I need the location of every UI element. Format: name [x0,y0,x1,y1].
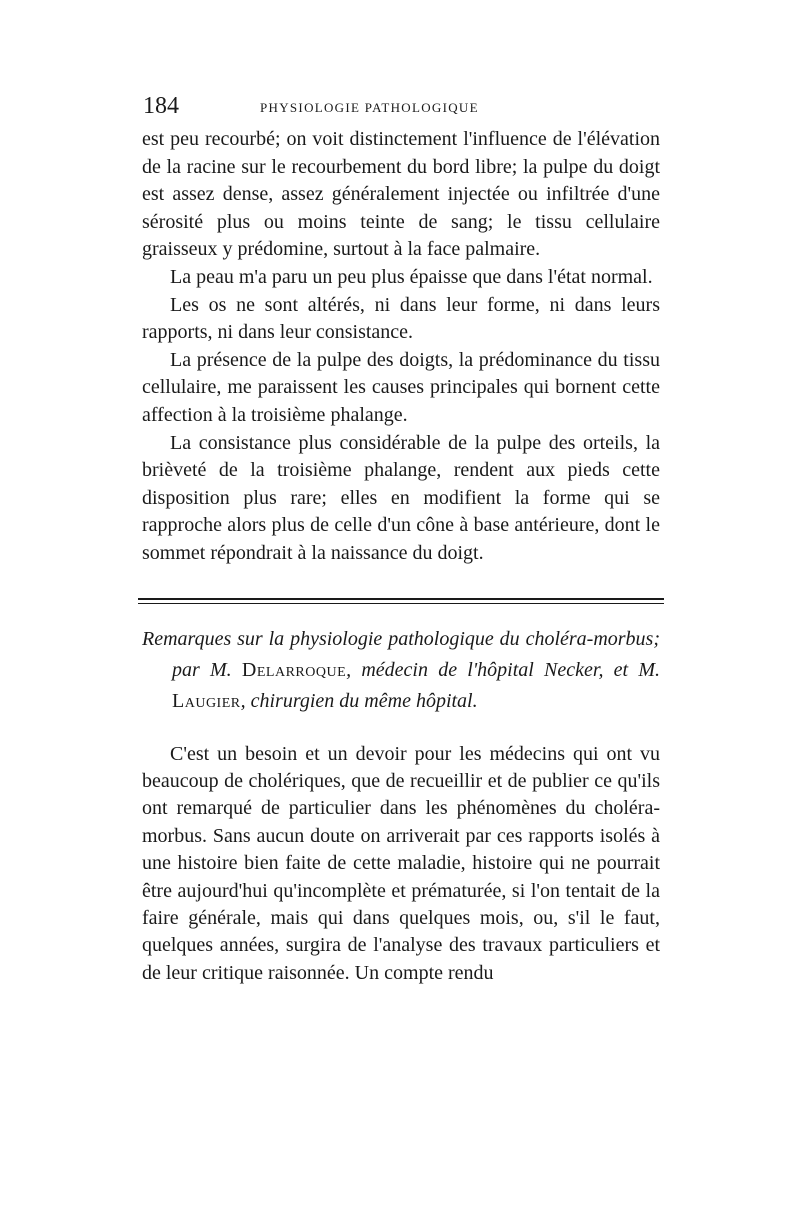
paragraph: La consistance plus considérable de la pulpe des orteils, la brièveté de la troisième phalange, rendent aux pieds cette disposition plus rare; elles en modifient la forme qui se rapproche alors plus de celle d'un cône à base antérieure, dont le sommet répondrait à la naissance du doigt. [142,431,660,564]
running-title: PHYSIOLOGIE PATHOLOGIQUE [260,100,479,115]
divider-rule-thick [138,598,664,600]
running-head [142,92,660,126]
section-divider [142,598,660,604]
paragraph: Les os ne sont altérés, ni dans leur forme, ni dans leurs rapports, ni dans leur consistance. [142,293,660,344]
paragraph: La peau m'a paru un peu plus épaisse que dans l'état normal. [170,265,653,288]
article-title-text: , médecin de l'hôpital Necker, et M. [346,658,660,681]
article-body [142,741,660,988]
article-title [142,624,660,717]
author-name: Laugier [172,689,241,712]
paragraph: C'est un besoin et un devoir pour les médecins qui ont vu beaucoup de cholériques, que de recueillir et de publier ce qu'ils ont remarqué de particulier dans les phénomènes du choléra-morbus. Sans aucun doute on arriverait par ces rapports isolés à une histoire bien faite de cette maladie, histoire qui ne pourrait être aujourd'hui qu'incomplète et prématurée, si l'on tentait de la faire générale, mais qui dans quelques mois, ou, s'il le faut, quelques années, surgira de l'analyse des travaux particuliers et de leur critique raisonnée. Un compte rendu [142,742,660,984]
article-title-text: Remarques sur la physiologie pathologique du choléra-morbus; par M. [142,627,660,681]
previous-article-end [142,126,660,568]
book-page [142,92,660,987]
page-number: 184 [143,93,179,119]
paragraph: La présence de la pulpe des doigts, la prédominance du tissu cellulaire, me paraissent les causes principales qui bornent cette affection à la troisième phalange. [142,348,660,426]
paragraph: est peu recourbé; on voit distinctement l'influence de l'élévation de la racine sur le recourbement du bord libre; la pulpe du doigt est assez dense, assez généralement injectée ou infiltrée d'une sérosité plus ou moins teinte de sang; le tissu cellulaire graisseux y prédomine, surtout à la face palmaire. [142,128,660,261]
article-title-text: , chirurgien du même hôpital. [240,689,478,712]
author-name: Delarroque [241,658,347,681]
divider-rule-thin [138,603,664,604]
